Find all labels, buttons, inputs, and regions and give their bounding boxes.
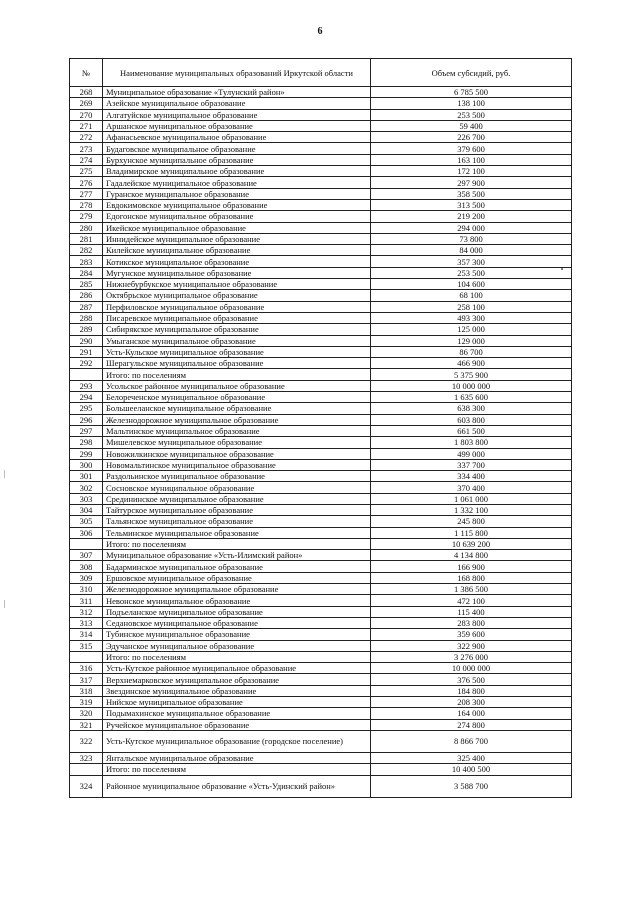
table-row bbox=[70, 663, 572, 674]
table-row bbox=[70, 471, 572, 482]
table-row bbox=[70, 166, 572, 177]
subsidy-amount: 184 800 bbox=[371, 685, 572, 696]
row-number: 303 bbox=[70, 493, 103, 504]
municipality-name: Новожилкинское муниципальное образование bbox=[103, 448, 371, 459]
row-number: 269 bbox=[70, 98, 103, 109]
subsidy-amount: 138 100 bbox=[371, 98, 572, 109]
municipality-name: Итого: по поселениям bbox=[103, 651, 371, 662]
row-number bbox=[70, 764, 103, 775]
municipality-name: Гадалейское муниципальное образование bbox=[103, 177, 371, 188]
row-number: 320 bbox=[70, 708, 103, 719]
municipality-name: Невонское муниципальное образование bbox=[103, 595, 371, 606]
subsidy-amount: 1 803 800 bbox=[371, 437, 572, 448]
row-number: 301 bbox=[70, 471, 103, 482]
subsidy-amount: 376 500 bbox=[371, 674, 572, 685]
municipality-name: Усть-Кутское районное муниципальное образование bbox=[103, 663, 371, 674]
row-number: 280 bbox=[70, 222, 103, 233]
subsidy-amount: 10 639 200 bbox=[371, 538, 572, 549]
row-number: 309 bbox=[70, 572, 103, 583]
table-row bbox=[70, 527, 572, 538]
row-number: 288 bbox=[70, 312, 103, 323]
table-row bbox=[70, 584, 572, 595]
row-number: 293 bbox=[70, 380, 103, 391]
municipality-name: Раздольинское муниципальное образование bbox=[103, 471, 371, 482]
subsidy-amount: 73 800 bbox=[371, 233, 572, 244]
subsidy-amount: 166 900 bbox=[371, 561, 572, 572]
scan-speck bbox=[561, 268, 563, 270]
subsidy-table bbox=[69, 58, 572, 798]
table-row bbox=[70, 414, 572, 425]
row-number: 318 bbox=[70, 685, 103, 696]
subsidy-amount: 322 900 bbox=[371, 640, 572, 651]
table-row bbox=[70, 482, 572, 493]
subsidy-amount: 172 100 bbox=[371, 166, 572, 177]
municipality-name: Звездинское муниципальное образование bbox=[103, 685, 371, 696]
municipality-name: Едогонское муниципальное образование bbox=[103, 211, 371, 222]
row-number: 291 bbox=[70, 346, 103, 357]
table-row bbox=[70, 132, 572, 143]
municipality-name: Новомальтинское муниципальное образование bbox=[103, 459, 371, 470]
municipality-name: Будаговское муниципальное образование bbox=[103, 143, 371, 154]
table-row bbox=[70, 143, 572, 154]
subsidy-amount: 10 000 000 bbox=[371, 380, 572, 391]
municipality-name: Сосновское муниципальное образование bbox=[103, 482, 371, 493]
subsidy-amount: 10 400 500 bbox=[371, 764, 572, 775]
row-number: 270 bbox=[70, 109, 103, 120]
row-number bbox=[70, 369, 103, 380]
table-row bbox=[70, 211, 572, 222]
subsidy-amount: 499 000 bbox=[371, 448, 572, 459]
table-row bbox=[70, 324, 572, 335]
table-row bbox=[70, 459, 572, 470]
municipality-name: Шерагульское муниципальное образование bbox=[103, 358, 371, 369]
row-number: 316 bbox=[70, 663, 103, 674]
table-row bbox=[70, 448, 572, 459]
row-number: 276 bbox=[70, 177, 103, 188]
header-number: № bbox=[70, 59, 103, 87]
municipality-name: Умыганское муниципальное образование bbox=[103, 335, 371, 346]
table-row bbox=[70, 708, 572, 719]
subsidy-amount: 258 100 bbox=[371, 301, 572, 312]
row-number: 283 bbox=[70, 256, 103, 267]
table-row bbox=[70, 120, 572, 131]
table-row bbox=[70, 403, 572, 414]
subsidy-amount: 125 000 bbox=[371, 324, 572, 335]
row-number: 322 bbox=[70, 730, 103, 752]
table-row bbox=[70, 516, 572, 527]
subsidy-amount: 219 200 bbox=[371, 211, 572, 222]
row-number: 271 bbox=[70, 120, 103, 131]
table-row bbox=[70, 561, 572, 572]
row-number: 282 bbox=[70, 245, 103, 256]
subsidy-amount: 638 300 bbox=[371, 403, 572, 414]
municipality-name: Седановское муниципальное образование bbox=[103, 617, 371, 628]
table-row bbox=[70, 256, 572, 267]
row-number: 298 bbox=[70, 437, 103, 448]
subsidy-amount: 8 866 700 bbox=[371, 730, 572, 752]
subsidy-amount: 357 300 bbox=[371, 256, 572, 267]
subsidy-amount: 358 500 bbox=[371, 188, 572, 199]
row-number: 324 bbox=[70, 775, 103, 797]
municipality-name: Бурхунское муниципальное образование bbox=[103, 154, 371, 165]
subsidy-amount: 3 276 000 bbox=[371, 651, 572, 662]
municipality-name: Янтальское муниципальное образование bbox=[103, 752, 371, 763]
table-row bbox=[70, 380, 572, 391]
municipality-name: Мугунское муниципальное образование bbox=[103, 267, 371, 278]
table-row bbox=[70, 719, 572, 730]
row-number: 321 bbox=[70, 719, 103, 730]
subsidy-amount: 4 134 800 bbox=[371, 550, 572, 561]
table-row bbox=[70, 267, 572, 278]
row-number: 311 bbox=[70, 595, 103, 606]
row-number: 278 bbox=[70, 199, 103, 210]
subsidy-amount: 59 400 bbox=[371, 120, 572, 131]
row-number: 273 bbox=[70, 143, 103, 154]
subtotal-row bbox=[70, 369, 572, 380]
table-row bbox=[70, 629, 572, 640]
municipality-name: Районное муниципальное образование «Усть-Удинский район» bbox=[103, 775, 371, 797]
row-number: 307 bbox=[70, 550, 103, 561]
row-number: 308 bbox=[70, 561, 103, 572]
row-number: 275 bbox=[70, 166, 103, 177]
row-number bbox=[70, 538, 103, 549]
municipality-name: Итого: по поселениям bbox=[103, 538, 371, 549]
subsidy-amount: 334 400 bbox=[371, 471, 572, 482]
subsidy-amount: 104 600 bbox=[371, 279, 572, 290]
subsidy-amount: 1 115 800 bbox=[371, 527, 572, 538]
municipality-name: Итого: по поселениям bbox=[103, 764, 371, 775]
table-row bbox=[70, 358, 572, 369]
header-subsidy-amount: Объем субсидий, руб. bbox=[371, 59, 572, 87]
municipality-name: Усть-Кульское муниципальное образование bbox=[103, 346, 371, 357]
subsidy-amount: 5 375 900 bbox=[371, 369, 572, 380]
subsidy-amount: 294 000 bbox=[371, 222, 572, 233]
municipality-name: Нижнебурбукское муниципальное образование bbox=[103, 279, 371, 290]
subsidy-amount: 163 100 bbox=[371, 154, 572, 165]
row-number: 279 bbox=[70, 211, 103, 222]
municipality-name: Котикское муниципальное образование bbox=[103, 256, 371, 267]
table-row bbox=[70, 392, 572, 403]
subsidy-amount: 297 900 bbox=[371, 177, 572, 188]
subsidy-amount: 1 061 000 bbox=[371, 493, 572, 504]
subsidy-amount: 129 000 bbox=[371, 335, 572, 346]
municipality-name: Ершовское муниципальное образование bbox=[103, 572, 371, 583]
row-number: 304 bbox=[70, 504, 103, 515]
municipality-name: Килейское муниципальное образование bbox=[103, 245, 371, 256]
row-number: 313 bbox=[70, 617, 103, 628]
table-header-row bbox=[70, 59, 572, 87]
municipality-name: Гуранское муниципальное образование bbox=[103, 188, 371, 199]
subsidy-amount: 84 000 bbox=[371, 245, 572, 256]
subsidy-amount: 164 000 bbox=[371, 708, 572, 719]
row-number: 289 bbox=[70, 324, 103, 335]
row-number: 295 bbox=[70, 403, 103, 414]
subsidy-amount: 115 400 bbox=[371, 606, 572, 617]
subsidy-amount: 1 386 500 bbox=[371, 584, 572, 595]
subsidy-amount: 86 700 bbox=[371, 346, 572, 357]
table-row bbox=[70, 640, 572, 651]
subsidy-amount: 253 500 bbox=[371, 267, 572, 278]
municipality-name: Икейское муниципальное образование bbox=[103, 222, 371, 233]
subtotal-row bbox=[70, 764, 572, 775]
table-row bbox=[70, 98, 572, 109]
subsidy-amount: 3 588 700 bbox=[371, 775, 572, 797]
row-number: 323 bbox=[70, 752, 103, 763]
row-number: 317 bbox=[70, 674, 103, 685]
table-row bbox=[70, 177, 572, 188]
municipality-name: Мишелевское муниципальное образование bbox=[103, 437, 371, 448]
subsidy-amount: 472 100 bbox=[371, 595, 572, 606]
subtotal-row bbox=[70, 538, 572, 549]
municipality-name: Тубинское муниципальное образование bbox=[103, 629, 371, 640]
subsidy-amount: 1 635 600 bbox=[371, 392, 572, 403]
municipality-name: Ручейское муниципальное образование bbox=[103, 719, 371, 730]
table-row bbox=[70, 290, 572, 301]
table-row bbox=[70, 685, 572, 696]
table-row bbox=[70, 697, 572, 708]
header-municipality: Наименование муниципальных образований Иркутской области bbox=[103, 59, 371, 87]
table-row bbox=[70, 301, 572, 312]
page-number: 6 bbox=[317, 26, 323, 37]
table-row bbox=[70, 312, 572, 323]
municipality-name: Муниципальное образование «Усть-Илимский район» bbox=[103, 550, 371, 561]
row-number: 319 bbox=[70, 697, 103, 708]
municipality-name: Железнодорожное муниципальное образование bbox=[103, 414, 371, 425]
municipality-name: Евдокимовское муниципальное образование bbox=[103, 199, 371, 210]
table-row bbox=[70, 437, 572, 448]
table-row bbox=[70, 550, 572, 561]
municipality-name: Усольское районное муниципальное образование bbox=[103, 380, 371, 391]
table-row bbox=[70, 109, 572, 120]
subsidy-amount: 168 800 bbox=[371, 572, 572, 583]
table-row bbox=[70, 233, 572, 244]
row-number: 305 bbox=[70, 516, 103, 527]
row-number: 302 bbox=[70, 482, 103, 493]
municipality-name: Подымахинское муниципальное образование bbox=[103, 708, 371, 719]
table-row bbox=[70, 752, 572, 763]
municipality-name: Большееланское муниципальное образование bbox=[103, 403, 371, 414]
row-number: 296 bbox=[70, 414, 103, 425]
municipality-name: Тельминское муниципальное образование bbox=[103, 527, 371, 538]
row-number: 277 bbox=[70, 188, 103, 199]
subsidy-amount: 325 400 bbox=[371, 752, 572, 763]
table-row bbox=[70, 279, 572, 290]
municipality-name: Итого: по поселениям bbox=[103, 369, 371, 380]
row-number: 314 bbox=[70, 629, 103, 640]
municipality-name: Усть-Кутское муниципальное образование (городское поселение) bbox=[103, 730, 371, 752]
municipality-name: Железнодорожное муниципальное образование bbox=[103, 584, 371, 595]
table-row bbox=[70, 595, 572, 606]
table-row bbox=[70, 199, 572, 210]
municipality-name: Иннидейское муниципальное образование bbox=[103, 233, 371, 244]
subsidy-amount: 493 300 bbox=[371, 312, 572, 323]
row-number: 294 bbox=[70, 392, 103, 403]
municipality-name: Азейское муниципальное образование bbox=[103, 98, 371, 109]
municipality-name: Мальтинское муниципальное образование bbox=[103, 425, 371, 436]
table-row bbox=[70, 154, 572, 165]
subsidy-amount: 245 800 bbox=[371, 516, 572, 527]
subsidy-amount: 208 300 bbox=[371, 697, 572, 708]
table-row bbox=[70, 188, 572, 199]
subsidy-amount: 603 800 bbox=[371, 414, 572, 425]
subsidy-amount: 10 000 000 bbox=[371, 663, 572, 674]
subsidy-amount: 370 400 bbox=[371, 482, 572, 493]
table-row bbox=[70, 222, 572, 233]
row-number: 306 bbox=[70, 527, 103, 538]
table-row bbox=[70, 335, 572, 346]
row-number: 290 bbox=[70, 335, 103, 346]
row-number: 281 bbox=[70, 233, 103, 244]
scan-margin-mark bbox=[4, 470, 5, 478]
subsidy-amount: 661 500 bbox=[371, 425, 572, 436]
subsidy-amount: 283 800 bbox=[371, 617, 572, 628]
row-number: 286 bbox=[70, 290, 103, 301]
table-row bbox=[70, 425, 572, 436]
table-row bbox=[70, 245, 572, 256]
subsidy-amount: 359 600 bbox=[371, 629, 572, 640]
municipality-name: Нийское муниципальное образование bbox=[103, 697, 371, 708]
table-row bbox=[70, 572, 572, 583]
scan-margin-mark bbox=[4, 600, 5, 608]
row-number: 268 bbox=[70, 87, 103, 98]
row-number: 315 bbox=[70, 640, 103, 651]
table-row bbox=[70, 617, 572, 628]
row-number: 310 bbox=[70, 584, 103, 595]
row-number: 312 bbox=[70, 606, 103, 617]
municipality-name: Тайтурское муниципальное образование bbox=[103, 504, 371, 515]
municipality-name: Писаревское муниципальное образование bbox=[103, 312, 371, 323]
municipality-name: Муниципальное образование «Тулунский район» bbox=[103, 87, 371, 98]
subsidy-amount: 274 800 bbox=[371, 719, 572, 730]
municipality-name: Афанасьевское муниципальное образование bbox=[103, 132, 371, 143]
row-number: 285 bbox=[70, 279, 103, 290]
municipality-name: Владимирское муниципальное образование bbox=[103, 166, 371, 177]
row-number: 274 bbox=[70, 154, 103, 165]
subtotal-row bbox=[70, 651, 572, 662]
row-number: 297 bbox=[70, 425, 103, 436]
table-row bbox=[70, 606, 572, 617]
row-number: 292 bbox=[70, 358, 103, 369]
subsidy-amount: 1 332 100 bbox=[371, 504, 572, 515]
row-number bbox=[70, 651, 103, 662]
table-row bbox=[70, 493, 572, 504]
subsidy-amount: 337 700 bbox=[371, 459, 572, 470]
table-row bbox=[70, 730, 572, 752]
table-row bbox=[70, 674, 572, 685]
municipality-name: Подъеланское муниципальное образование bbox=[103, 606, 371, 617]
municipality-name: Сибирякское муниципальное образование bbox=[103, 324, 371, 335]
subsidy-amount: 6 785 500 bbox=[371, 87, 572, 98]
municipality-name: Аршанское муниципальное образование bbox=[103, 120, 371, 131]
subsidy-amount: 466 900 bbox=[371, 358, 572, 369]
subsidy-amount: 379 600 bbox=[371, 143, 572, 154]
table-row bbox=[70, 504, 572, 515]
subsidy-amount: 68 100 bbox=[371, 290, 572, 301]
row-number: 287 bbox=[70, 301, 103, 312]
municipality-name: Октябрьское муниципальное образование bbox=[103, 290, 371, 301]
municipality-name: Тальянское муниципальное образование bbox=[103, 516, 371, 527]
municipality-name: Алгатуйское муниципальное образование bbox=[103, 109, 371, 120]
table-body bbox=[70, 87, 572, 798]
table-row bbox=[70, 775, 572, 797]
table-row bbox=[70, 346, 572, 357]
municipality-name: Верхнемарковское муниципальное образование bbox=[103, 674, 371, 685]
subsidy-amount: 253 500 bbox=[371, 109, 572, 120]
row-number: 272 bbox=[70, 132, 103, 143]
municipality-name: Средининское муниципальное образование bbox=[103, 493, 371, 504]
row-number: 284 bbox=[70, 267, 103, 278]
row-number: 299 bbox=[70, 448, 103, 459]
municipality-name: Перфиловское муниципальное образование bbox=[103, 301, 371, 312]
municipality-name: Эдучанское муниципальное образование bbox=[103, 640, 371, 651]
municipality-name: Белореченское муниципальное образование bbox=[103, 392, 371, 403]
subsidy-amount: 313 500 bbox=[371, 199, 572, 210]
subsidy-amount: 226 700 bbox=[371, 132, 572, 143]
row-number: 300 bbox=[70, 459, 103, 470]
table-row bbox=[70, 87, 572, 98]
municipality-name: Бадарминское муниципальное образование bbox=[103, 561, 371, 572]
